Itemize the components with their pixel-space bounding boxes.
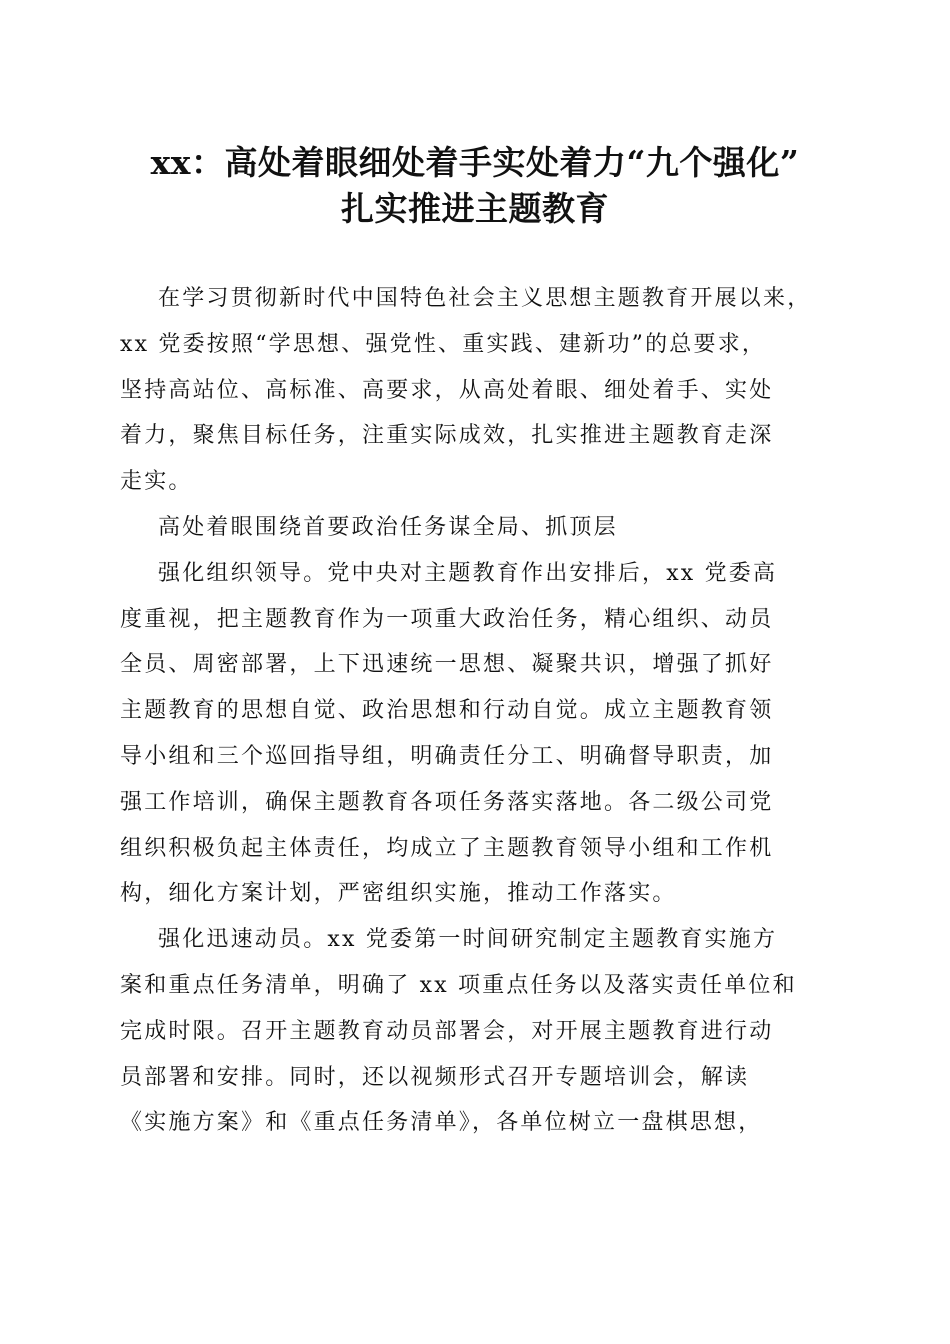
text-line: 案和重点任务清单，明确了 xx 项重点任务以及落实责任单位和	[120, 972, 797, 998]
text-line: xx 党委按照“学思想、强党性、重实践、建新功”的总要求，	[120, 331, 767, 357]
section-heading	[120, 505, 840, 551]
text-line: 员部署和安排。同时，还以视频形式召开专题培训会，解读	[120, 1064, 750, 1090]
text-line: 构，细化方案计划，严密组织实施，推动工作落实。	[120, 881, 677, 907]
text-line: 走实。	[120, 469, 193, 495]
paragraph-organization-leadership	[120, 551, 840, 917]
text-line: 主题教育的思想自觉、政治思想和行动自觉。成立主题教育领	[120, 698, 774, 724]
paragraph-intro	[120, 276, 840, 505]
text-line: 高处着眼围绕首要政治任务谋全局、抓顶层	[158, 514, 618, 540]
paragraph-rapid-mobilization	[120, 917, 840, 1146]
document-title-line-1: xx：高处着眼细处着手实处着力“九个强化”	[150, 143, 800, 182]
text-line: 强化组织领导。党中央对主题教育作出安排后，xx 党委高	[158, 560, 778, 586]
text-line: 导小组和三个巡回指导组，明确责任分工、明确督导职责，加	[120, 743, 774, 769]
text-line: 《实施方案》和《重点任务清单》，各单位树立一盘棋思想，	[120, 1110, 763, 1136]
document-body	[120, 276, 840, 1146]
document-title-line-2: 扎实推进主题教育	[341, 189, 609, 228]
text-line: 组织积极负起主体责任，均成立了主题教育领导小组和工作机	[120, 835, 774, 861]
text-line: 强化迅速动员。xx 党委第一时间研究制定主题教育实施方	[158, 927, 778, 953]
text-line: 强工作培训，确保主题教育各项任务落实落地。各二级公司党	[120, 789, 774, 815]
text-line: 着力，聚焦目标任务，注重实际成效，扎实推进主题教育走深	[120, 423, 774, 449]
text-line: 在学习贯彻新时代中国特色社会主义思想主题教育开展以来，	[158, 286, 812, 311]
text-line: 完成时限。召开主题教育动员部署会，对开展主题教育进行动	[120, 1018, 774, 1044]
text-line: 全员、周密部署，上下迅速统一思想、凝聚共识，增强了抓好	[120, 652, 774, 678]
text-line: 坚持高站位、高标准、高要求，从高处着眼、细处着手、实处	[120, 377, 774, 403]
text-line: 度重视，把主题教育作为一项重大政治任务，精心组织、动员	[120, 606, 774, 632]
